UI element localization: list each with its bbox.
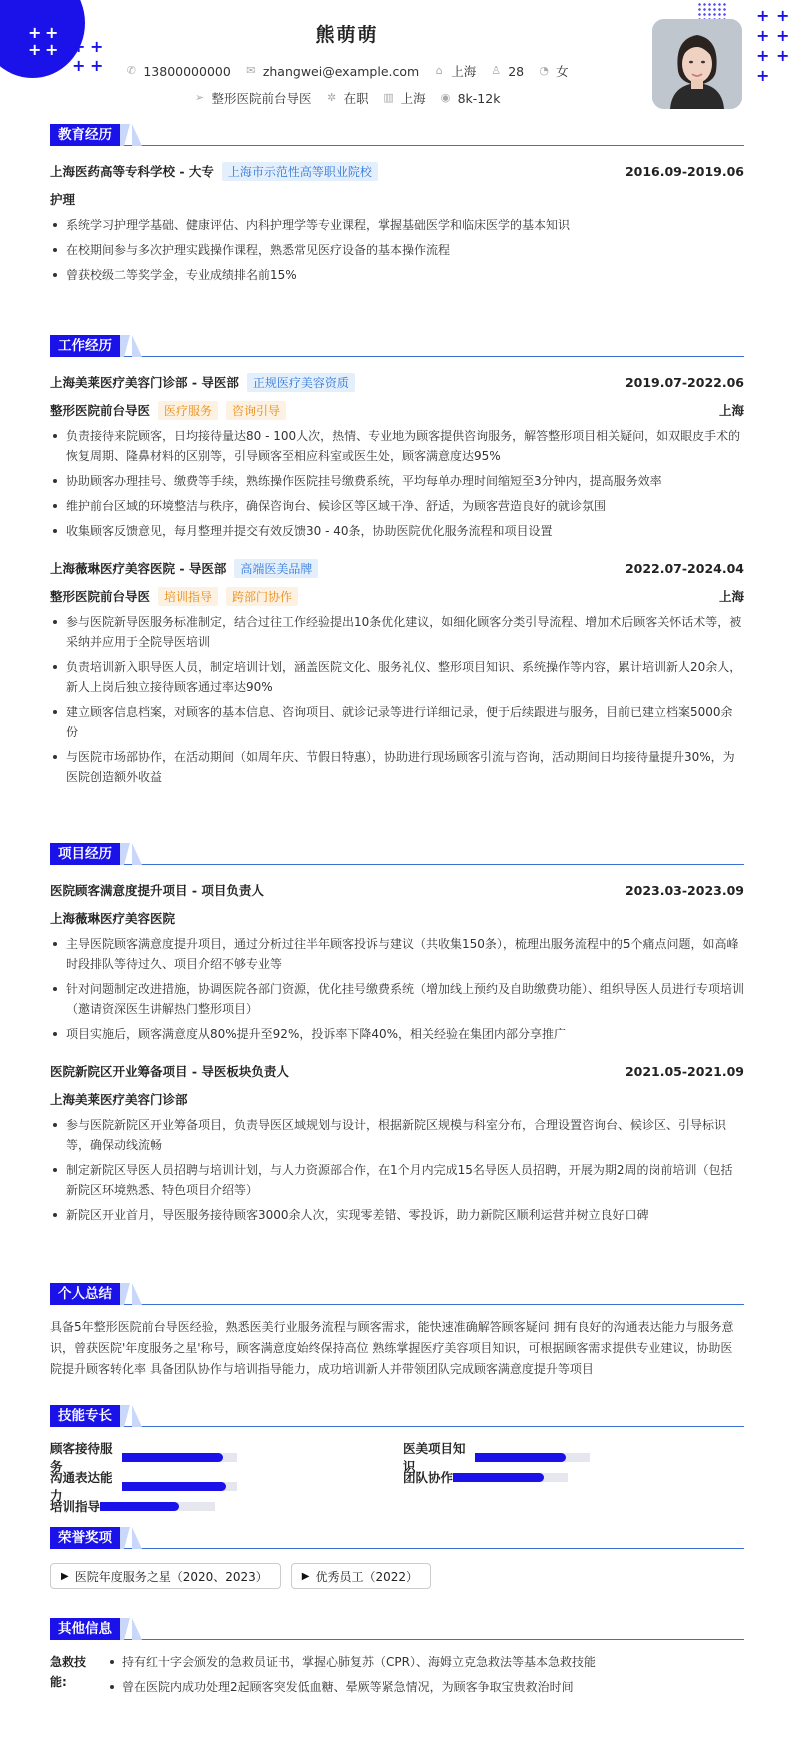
company-tag: 正规医疗美容资质 (247, 373, 355, 392)
list-item: 曾在医院内成功处理2起顾客突发低血糖、晕厥等紧急情况，为顾客争取宝贵救治时间 (100, 1677, 596, 1697)
position-text: 整形医院前台导医 (211, 91, 312, 106)
section-title: 教育经历 (50, 124, 120, 146)
plus-decoration: + (756, 26, 770, 45)
other-content (50, 1652, 744, 1702)
skill-label: 团队协作 (403, 1470, 454, 1485)
plus-decoration: + (45, 40, 59, 59)
intention-row (0, 89, 694, 107)
skill-label: 顾客接待服务 (50, 1441, 113, 1474)
entry-left (50, 162, 378, 181)
gender-item (538, 62, 569, 80)
company-name: 上海薇琳医疗美容医院 - 导医部 (50, 561, 227, 576)
city-item (433, 62, 476, 80)
major: 护理 (50, 192, 76, 207)
phone-item (125, 64, 230, 79)
project-header (50, 843, 744, 865)
money-icon: ◉ (440, 91, 451, 104)
cake-icon: ♙ (491, 64, 502, 77)
age-item (490, 64, 524, 79)
list-item: 项目实施后，顾客满意度从80%提升至92%，投诉率下降40%，相关经验在集团内部分享推广 (50, 1024, 744, 1044)
plus-decoration: + (776, 26, 790, 45)
city-text: 上海 (451, 64, 477, 79)
skill-bar (100, 1502, 215, 1511)
location: 上海 (718, 403, 744, 418)
education-entry (50, 160, 744, 285)
target-city-item (383, 89, 426, 107)
age-text: 28 (508, 63, 525, 79)
play-icon: ▶ (61, 1570, 69, 1582)
entry-head (50, 879, 744, 901)
honor-text: 医院年度服务之星（2020、2023） (74, 1569, 268, 1584)
honors-section (50, 1527, 744, 1589)
project-bullets (50, 934, 744, 1044)
plus-decoration: + (776, 6, 790, 25)
position-item (194, 89, 312, 107)
skills-header (50, 1405, 744, 1427)
list-item: 收集顾客反馈意见，每月整理并提交有效反馈30 - 40条，协助医院优化服务流程和项目设置 (50, 521, 744, 541)
email-item (245, 64, 419, 79)
mail-icon: ✉ (246, 64, 256, 77)
contact-row (0, 62, 694, 80)
role-left (50, 401, 286, 420)
project-section (50, 843, 744, 1225)
settings-icon: ✲ (326, 91, 337, 104)
list-item: 在校期间参与多次护理实践操作课程，熟悉常见医疗设备的基本操作流程 (50, 240, 744, 260)
plus-decoration: + (72, 37, 86, 56)
project-org: 上海美莱医疗美容门诊部 (50, 1092, 188, 1107)
play-icon: ▶ (301, 1570, 310, 1582)
plus-decoration: + (756, 46, 770, 65)
home-icon: ⌂ (435, 64, 443, 77)
skill-item (403, 1468, 568, 1486)
email-text: zhangwei@example.com (262, 63, 420, 79)
work-bullets (50, 426, 744, 541)
skill-bar (122, 1482, 237, 1491)
list-item: 建立顾客信息档案，对顾客的基本信息、咨询项目、就诊记录等进行详细记录，便于后续跟进与服务，目前已建立档案5000余份 (50, 702, 744, 742)
list-item: 参与医院新导医服务标准制定，结合过往工作经验提出10条优化建议，如细化顾客分类引导流程、增加术后顾客关怀话术等，被采纳并应用于全院导医培训 (50, 612, 744, 652)
plus-decoration: + (756, 6, 770, 25)
project-entry (50, 879, 744, 1044)
candidate-name: 熊萌萌 (315, 24, 379, 46)
section-title: 技能专长 (50, 1405, 120, 1427)
skills-grid (50, 1427, 744, 1517)
project-bullets (50, 1115, 744, 1225)
entry-head (50, 1060, 744, 1082)
entry-left (50, 373, 355, 392)
skill-label: 沟通表达能力 (50, 1470, 113, 1503)
work-bullets (50, 612, 744, 787)
list-item: 维护前台区域的环境整洁与秩序，确保咨询台、候诊区等区域干净、舒适，为顾客营造良好的就诊氛围 (50, 496, 744, 516)
plus-decoration: + (28, 40, 42, 59)
other-row (50, 1652, 744, 1702)
plus-decoration: + (72, 56, 86, 75)
honors-header (50, 1527, 744, 1549)
education-section (50, 124, 744, 285)
profile-photo (652, 19, 742, 109)
project-org: 上海薇琳医疗美容医院 (50, 911, 176, 926)
send-icon: ➢ (194, 91, 205, 104)
skill-tag: 培训指导 (158, 587, 218, 606)
salary-item (440, 91, 501, 106)
plus-decoration: + (90, 56, 104, 75)
honor-item[interactable] (50, 1563, 281, 1589)
entry-date: 2022.07-2024.04 (624, 560, 744, 576)
skill-tag: 跨部门协作 (226, 587, 298, 606)
location: 上海 (718, 589, 744, 604)
other-bullets (100, 1652, 596, 1702)
work-header (50, 335, 744, 357)
skill-tag: 医疗服务 (158, 401, 218, 420)
list-item: 负责培训新入职导医人员，制定培训计划，涵盖医院文化、服务礼仪、整形项目知识、系统操作等内容，累计培训新人20余人，新人上岗后独立接待顾客通过率达90% (50, 657, 744, 697)
skill-bar (122, 1453, 237, 1462)
entry-date: 2023.03-2023.09 (624, 882, 744, 898)
section-title: 项目经历 (50, 843, 120, 865)
list-item: 针对问题制定改进措施，协调医院各部门资源，优化挂号缴费系统（增加线上预约及自助缴费功能）、组织导医人员进行专项培训（邀请资深医生讲解热门整形项目） (50, 979, 744, 1019)
school-name: 上海医药高等专科学校 - 大专 (50, 164, 214, 179)
list-item: 制定新院区导医人员招聘与培训计划，与人力资源部合作，在1个月内完成15名导医人员招聘，开展为期2周的岗前培训（包括新院区环境熟悉、特色项目介绍等） (50, 1160, 744, 1200)
entry-date: 2019.07-2022.06 (624, 374, 744, 390)
skill-bar-fill (475, 1453, 566, 1462)
honors-list (50, 1563, 744, 1589)
plus-decoration: + (45, 23, 59, 42)
company-tag: 高端医美品牌 (234, 559, 318, 578)
skills-section (50, 1405, 744, 1517)
entry-head (50, 160, 744, 182)
target-city-text: 上海 (400, 91, 426, 106)
other-section (50, 1618, 744, 1702)
list-item: 与医院市场部协作，在活动期间（如周年庆、节假日特惠），协助进行现场顾客引流与咨询，活动期间日均接待量提升30%，为医院创造额外收益 (50, 747, 744, 787)
list-item: 持有红十字会颁发的急救员证书，掌握心肺复苏（CPR）、海姆立克急救法等基本急救技能 (100, 1652, 596, 1672)
education-bullets (50, 215, 744, 285)
gender-icon: ◔ (539, 64, 549, 77)
honor-item[interactable] (291, 1563, 431, 1589)
work-section (50, 335, 744, 787)
gender-text: 女 (556, 64, 569, 79)
list-item: 新院区开业首月，导医服务接待顾客3000余人次，实现零差错、零投诉，助力新院区顺利运营并树立良好口碑 (50, 1205, 744, 1225)
person-avatar-icon (652, 19, 742, 109)
skill-tag: 咨询引导 (226, 401, 286, 420)
plus-decoration: + (756, 66, 770, 85)
entry-date: 2021.05-2021.09 (624, 1063, 744, 1079)
skill-label: 培训指导 (50, 1499, 101, 1514)
list-item: 系统学习护理学基础、健康评估、内科护理学等专业课程，掌握基础医学和临床医学的基本知识 (50, 215, 744, 235)
other-key: 急救技能: (50, 1655, 87, 1689)
section-title: 荣誉奖项 (50, 1527, 120, 1549)
honor-text: 优秀员工（2022） (315, 1569, 419, 1584)
summary-header (50, 1283, 744, 1305)
entry-head (50, 557, 744, 579)
other-header (50, 1618, 744, 1640)
entry-head (50, 371, 744, 393)
skill-bar (453, 1473, 568, 1482)
phone-text: 13800000000 (143, 63, 231, 79)
summary-section (50, 1283, 744, 1380)
section-title: 工作经历 (50, 335, 120, 357)
role: 整形医院前台导医 (50, 403, 151, 418)
org-line (50, 907, 744, 929)
major-line (50, 188, 744, 210)
section-title: 个人总结 (50, 1283, 120, 1305)
project-name: 医院顾客满意度提升项目 - 项目负责人 (50, 883, 264, 898)
status-item (326, 89, 369, 107)
building-icon: ▥ (383, 91, 394, 104)
role-left (50, 587, 298, 606)
salary-text: 8k-12k (457, 90, 501, 106)
list-item: 曾获校级二等奖学金，专业成绩排名前15% (50, 265, 744, 285)
role-line (50, 585, 744, 607)
school-tag: 上海市示范性高等职业院校 (222, 162, 378, 181)
entry-date: 2016.09-2019.06 (624, 163, 744, 179)
phone-icon: ✆ (126, 64, 136, 77)
project-name: 医院新院区开业筹备项目 - 导医板块负责人 (50, 1064, 289, 1079)
skill-bar-fill (100, 1502, 179, 1511)
status-text: 在职 (343, 91, 369, 106)
work-entry (50, 557, 744, 787)
role: 整形医院前台导医 (50, 589, 151, 604)
education-header (50, 124, 744, 146)
summary-text: 具备5年整形医院前台导医经验，熟悉医美行业服务流程与顾客需求，能快速准确解答顾客疑问 拥有良好的沟通表达能力与服务意识，曾获医院'年度服务之星'称号，顾客满意度始终保持高位 熟练掌握医疗美容项目知识，可根据顾客需求提供专业建议，协助医院提升顾客转化率 具备团队协作与培训指导能力，成功培训新人并带领团队完成顾客满意度提升等项目 (50, 1320, 734, 1376)
skill-bar (475, 1453, 590, 1462)
list-item: 参与医院新院区开业筹备项目，负责导医区域规划与设计，根据新院区规模与科室分布，合理设置咨询台、候诊区、引导标识等，确保动线流畅 (50, 1115, 744, 1155)
role-line (50, 399, 744, 421)
skill-item (50, 1497, 215, 1515)
org-line (50, 1088, 744, 1110)
plus-decoration: + (28, 23, 42, 42)
entry-left (50, 559, 318, 578)
plus-decoration: + (90, 37, 104, 56)
list-item: 负责接待来院顾客，日均接待量达80 - 100人次，热情、专业地为顾客提供咨询服务，解答整形项目相关疑问，如双眼皮手术的恢复周期、隆鼻材料的区别等，引导顾客至相应科室或医生处，顾客满意度达95% (50, 426, 744, 466)
skill-bar-fill (453, 1473, 544, 1482)
skill-label: 医美项目知识 (403, 1441, 466, 1474)
company-name: 上海美莱医疗美容门诊部 - 导医部 (50, 375, 239, 390)
plus-decoration: + (776, 46, 790, 65)
skill-bar-fill (122, 1453, 223, 1462)
list-item: 协助顾客办理挂号、缴费等手续，熟练操作医院挂号缴费系统，平均每单办理时间缩短至3分钟内，提高服务效率 (50, 471, 744, 491)
skill-bar-fill (122, 1482, 226, 1491)
work-entry (50, 371, 744, 541)
project-entry (50, 1060, 744, 1225)
list-item: 主导医院顾客满意度提升项目，通过分析过往半年顾客投诉与建议（共收集150条），梳理出服务流程中的5个痛点问题，如高峰时段排队等待过久、项目介绍不够专业等 (50, 934, 744, 974)
section-title: 其他信息 (50, 1618, 120, 1640)
